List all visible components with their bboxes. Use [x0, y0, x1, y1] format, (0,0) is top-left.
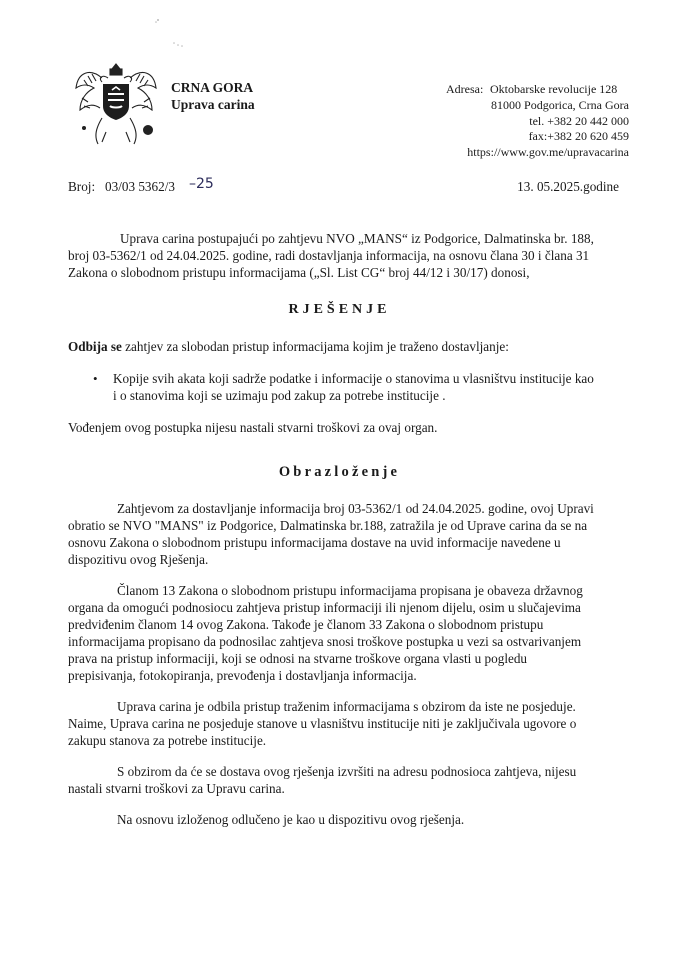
reasoning-line: osnovu Zakona o slobodnom pristupu informacijama dostave na uvid informacije navedene u: [68, 535, 561, 550]
costs-statement: Vođenjem ovog postupka nijesu nastali stvarni troškovi za ovaj organ.: [68, 420, 438, 435]
reasoning-line: predviđenim članom 14 ovog Zakona. Takođe je članom 33 Zakona o slobodnom pristupu: [68, 617, 544, 632]
handwritten-number-suffix: –25: [189, 176, 214, 192]
reasoning-line: Naime, Uprava carina ne posjeduje stanove u vlasništvu institucije niti je zaključivala ugovore o: [68, 716, 577, 731]
reasoning-line: prava na pristup informaciji, koji se odnosi na stvarne troškove organa vlasti u pogledu: [68, 651, 528, 666]
reasoning-line: Zahtjevom za dostavljanje informacija broj 03-5362/1 od 24.04.2025. godine, ovoj Upravi: [117, 501, 594, 516]
reasoning-line: zakupu stanova za potrebe institucije.: [68, 733, 267, 748]
org-name: Uprava carina: [171, 97, 255, 112]
reasoning-line: prepisivanja, fotokopiranja, prevođenja i dostavljanja informacija.: [68, 668, 417, 683]
address-label: Adresa:: [446, 82, 484, 96]
coat-of-arms-logo: [72, 58, 160, 150]
decision-lead: [68, 338, 509, 355]
reasoning-line: informacijama propisano da podnosilac zahtjeva snosi troškove postupka u vezi sa ostvarivanjem: [68, 634, 582, 649]
reasoning-line: organa da omogući podnosiocu zahtjeva pristup informaciji ili njenom dijelu, osim u slučajevima: [68, 600, 581, 615]
reasoning-line: obratio se NVO "MANS" iz Podgorice, Dalmatinska br.188, zatražila je od Uprave carina da se na: [68, 518, 588, 533]
website-link[interactable]: https://www.gov.me/upravacarina: [467, 145, 629, 159]
scan-artifact: [150, 16, 190, 56]
reference-number-label: Broj: 03/03 5362/3: [68, 179, 175, 194]
org-country: CRNA GORA: [171, 80, 254, 95]
address-line: fax:+382 20 620 459: [528, 129, 629, 143]
intro-line: broj 03-5362/1 od 24.04.2025. godine, radi dostavljanja informacija, na osnovu člana 30 i člana 31: [68, 248, 590, 263]
reasoning-line: nastali stvarni troškovi za Upravu carina.: [68, 781, 285, 796]
bullet-icon: •: [93, 371, 98, 386]
intro-line: Zakona o slobodnom pristupu informacijama („Sl. List CG“ broj 44/12 i 30/17) donosi,: [68, 265, 530, 280]
reasoning-line: Uprava carina je odbila pristup traženim informacijama s obzirom da iste ne posjeduje.: [117, 699, 576, 714]
reasoning-line: dispozitivu ovog Rješenja.: [68, 552, 209, 567]
address-line: tel. +382 20 442 000: [529, 114, 629, 128]
address-line: Oktobarske revolucije 128: [490, 82, 618, 96]
document-date: 13. 05.2025.godine: [517, 179, 619, 194]
reasoning-heading: Obrazloženje: [278, 464, 401, 480]
reasoning-line: Članom 13 Zakona o slobodnom pristupu informacijama propisana je obaveza državnog: [117, 583, 583, 598]
bullet-line: i o stanovima koji se uzimaju pod zakup za potrebe institucije .: [113, 388, 446, 403]
bullet-line: Kopije svih akata koji sadrže podatke i informacije o stanovima u vlasništvu institucije kao: [113, 371, 594, 386]
decision-lead-text: zahtjev za slobodan pristup informacijama kojim je traženo dostavljanje:: [121, 339, 509, 354]
address-line: 81000 Podgorica, Crna Gora: [491, 98, 629, 112]
decision-lead-bold: Odbija se: [68, 339, 122, 354]
reasoning-line: S obzirom da će se dostava ovog rješenja izvršiti na adresu podnosioca zahtjeva, nijesu: [117, 764, 577, 779]
reasoning-line: Na osnovu izloženog odlučeno je kao u dispozitivu ovog rješenja.: [117, 812, 465, 827]
reference-number-value: 03/03 5362/3: [105, 179, 175, 194]
intro-line: Uprava carina postupajući po zahtjevu NVO „MANS“ iz Podgorice, Dalmatinska br. 188,: [120, 231, 594, 246]
decision-heading: RJEŠENJE: [288, 302, 391, 317]
